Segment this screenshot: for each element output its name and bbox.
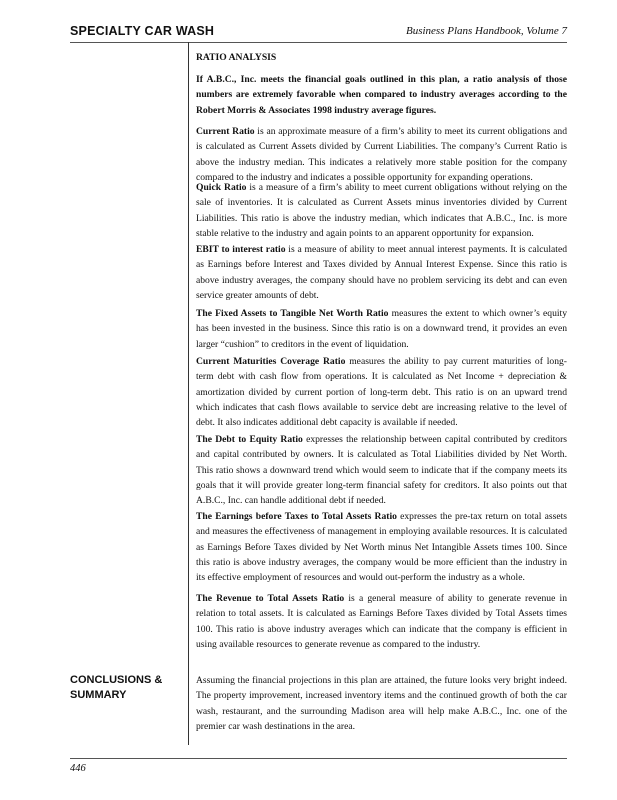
- term: Current Ratio: [196, 126, 255, 137]
- body-text: is a general measure of ability to generate revenue in relation to total assets. It is calculated as Earnings Before Taxes divided by Total Assets times 100. This ratio is above industry averages which can indicate that the company is efficient in using available resources to generate revenue as compared to the industry.: [196, 593, 567, 650]
- paragraph-debt-equity: [196, 432, 567, 508]
- term: The Fixed Assets to Tangible Net Worth Ratio: [196, 308, 389, 319]
- term: Current Maturities Coverage Ratio: [196, 356, 346, 367]
- body-text: is a measure of ability to meet annual interest payments. It is calculated as Earnings before Interest and Taxes divided by Annual Interest Expense. Since this ratio is above industry averages, the company should have no problem servicing its debt and can even service greater amounts of debt.: [196, 244, 567, 301]
- conclusions-paragraph: Assuming the financial projections in this plan are attained, the future looks very bright indeed. The property improvement, increased inventory items and the continued growth of both the car wash, restaurant, and the surrounding Madison area will help make A.B.C., Inc. one of the premier car wash destinations in the area.: [196, 675, 567, 732]
- page-number: 446: [70, 763, 86, 774]
- term: The Debt to Equity Ratio: [196, 434, 303, 445]
- term: The Revenue to Total Assets Ratio: [196, 593, 345, 604]
- body-text: measures the ability to pay current maturities of long-term debt with cash flow from operations. It is calculated as Net Income + depreciation & amortization divided by current portion of long-term debt. This ratio is on an upward trend which indicates that cash flows available to service debt are increasing relative to the level of debt. It also indicates additional debt capacity is available if needed.: [196, 356, 567, 429]
- paragraph-quick-ratio: [196, 180, 567, 241]
- column-divider: [188, 42, 189, 745]
- intro-paragraph: If A.B.C., Inc. meets the financial goals outlined in this plan, a ratio analysis of those numbers are extremely favorable when compared to industry averages according to the Robert Morris & Associates 1998 industry average figures.: [196, 74, 567, 116]
- running-header-title: SPECIALTY CAR WASH: [70, 24, 215, 38]
- body-text: measures the extent to which owner’s equity has been invested in the business. Since this ratio is on a downward trend, it provides an even larger “cushion” to creditors in the event of liquidation.: [196, 308, 567, 350]
- term: The Earnings before Taxes to Total Assets Ratio: [196, 511, 397, 522]
- conclusions-heading: CONCLUSIONS & SUMMARY: [70, 674, 163, 701]
- term: Quick Ratio: [196, 182, 247, 193]
- running-header-book: Business Plans Handbook, Volume 7: [405, 25, 567, 37]
- header-rule: [70, 42, 567, 43]
- section-title: RATIO ANALYSIS: [196, 52, 277, 63]
- body-text: expresses the relationship between capital contributed by creditors and capital contributed by owners. It is calculated as Total Liabilities divided by Net Worth. This ratio shows a downward trend which would seem to indicate that if the company meets its goals that it will provide greater long-term financial safety for creditors. It also points out that A.B.C., Inc. can handle additional debt if needed.: [196, 434, 567, 507]
- paragraph-current-maturities: [196, 354, 567, 430]
- paragraph-revenue-assets: [196, 591, 567, 652]
- term: EBIT to interest ratio: [196, 244, 286, 255]
- body-text: is an approximate measure of a firm’s ability to meet its current obligations and is calculated as Current Assets divided by Current Liabilities. The company’s Current Ratio is above the industry median. This indicates a relatively more stable position for the company compared to the industry and indicates a possible opportunity for expanding operations.: [196, 126, 567, 183]
- body-text: is a measure of a firm’s ability to meet current obligations without relying on the sale of inventories. It is calculated as Current Assets minus inventories divided by Current Liabilities. This ratio is above the industry median, which indicates that A.B.C., Inc. is more stable relative to the industry and again points to an apparent opportunity for expansion.: [196, 182, 567, 239]
- paragraph-fixed-assets: [196, 306, 567, 352]
- paragraph-ebit: [196, 242, 567, 303]
- body-text: expresses the pre-tax return on total assets and measures the effectiveness of management in employing available resources. It is calculated as Earnings Before Taxes divided by Net Worth minus Net Intangible Assets times 100. Since this ratio is above industry averages, the company would be more efficient than the industry in its effective employment of resources and would out-perform the industry as a whole.: [196, 511, 567, 584]
- paragraph-current-ratio: [196, 124, 567, 185]
- paragraph-earnings-assets: [196, 509, 567, 585]
- footer-rule: [70, 758, 567, 759]
